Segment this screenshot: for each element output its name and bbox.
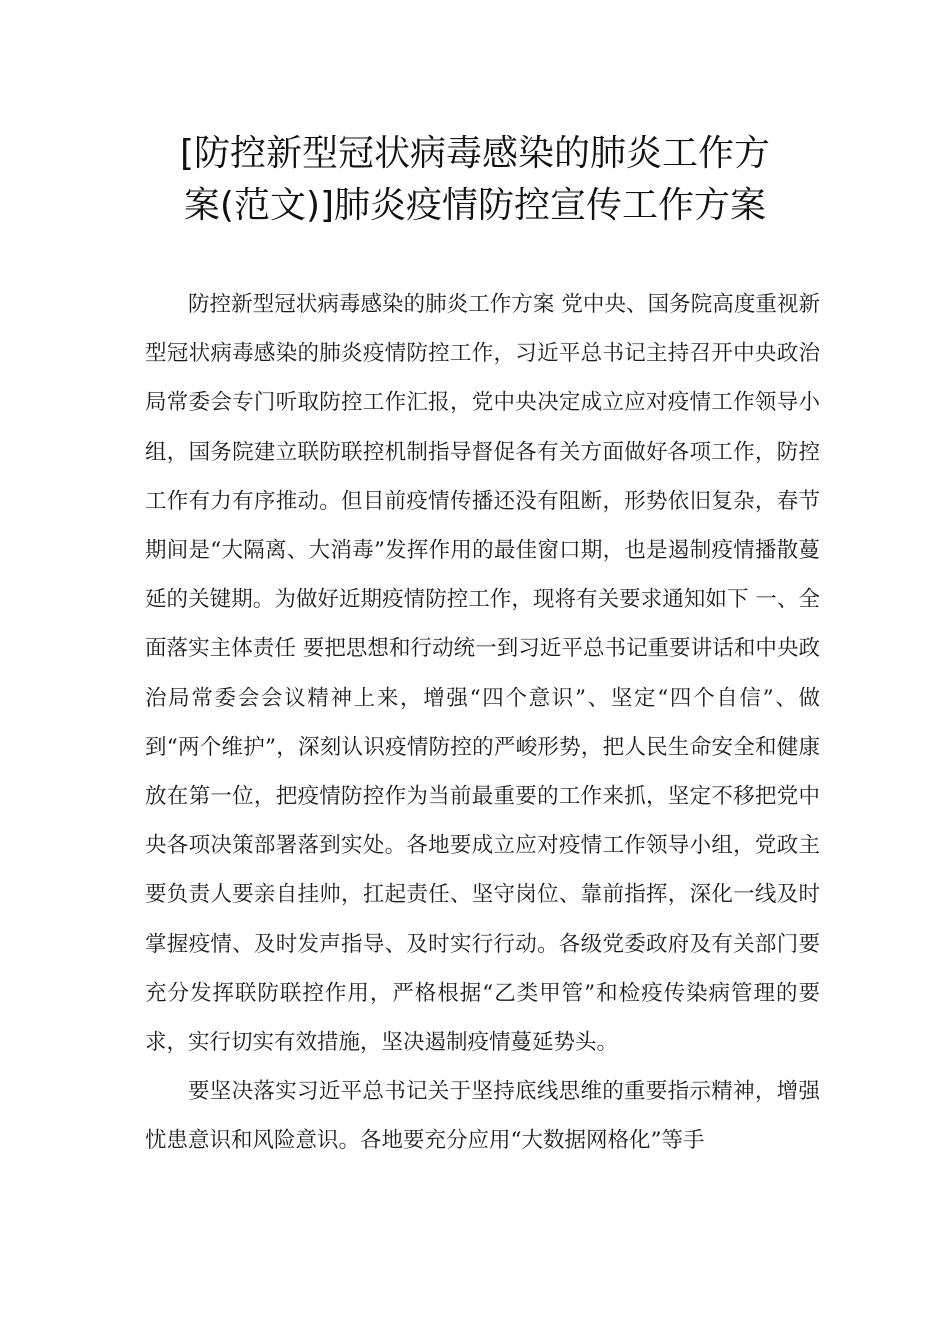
document-title: [150, 128, 800, 232]
body-paragraph-2: 要坚决落实习近平总书记关于坚持底线思维的重要指示精神，增强忧患意识和风险意识。各地要充分应用“大数据网格化”等手: [145, 1079, 820, 1154]
document-body: [145, 280, 820, 1166]
document-title-line-2: 案(范文)]肺炎疫情防控宣传工作方案: [183, 185, 767, 226]
document-title-line-1: [防控新型冠状病毒感染的肺炎工作方: [179, 133, 771, 174]
body-paragraph-1: 防控新型冠状病毒感染的肺炎工作方案 党中央、国务院高度重视新型冠状病毒感染的肺炎疫情防控工作，习近平总书记主持召开中央政治局常委会专门听取防控工作汇报，党中央决定成立应对疫情工作领导小组，国务院建立联防联控机制指导督促各有关方面做好各项工作，防控工作有力有序推动。但目前疫情传播还没有阻断，形势依旧复杂，春节期间是“大隔离、大消毒”发挥作用的最佳窗口期，也是遏制疫情播散蔓延的关键期。为做好近期疫情防控工作，现将有关要求通知如下 一、全面落实主体责任 要把思想和行动统一到习近平总书记重要讲话和中央政治局常委会会议精神上来，增强“四个意识”、坚定“四个自信”、做到“两个维护”，深刻认识疫情防控的严峻形势，把人民生命安全和健康放在第一位，把疫情防控作为当前最重要的工作来抓，坚定不移把党中央各项决策部署落到实处。各地要成立应对疫情工作领导小组，党政主要负责人要亲自挂帅，扛起责任、坚守岗位、靠前指挥，深化一线及时掌握疫情、及时发声指导、及时实行行动。各级党委政府及有关部门要充分发挥联防联控作用，严格根据“乙类甲管”和检疫传染病管理的要求，实行切实有效措施，坚决遏制疫情蔓延势头。: [145, 292, 820, 1056]
